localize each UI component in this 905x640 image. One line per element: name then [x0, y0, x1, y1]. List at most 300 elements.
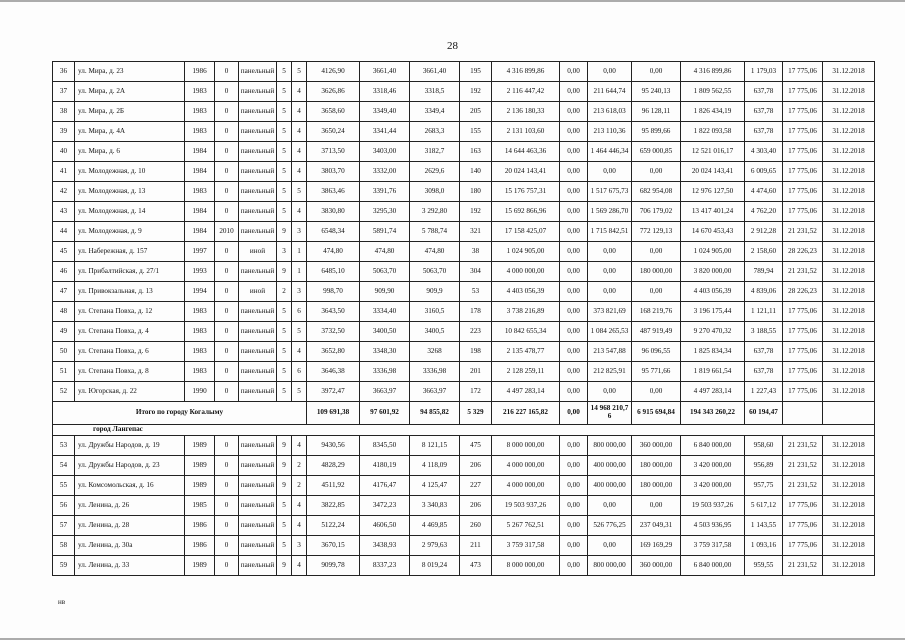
cell-cost-per-sqm: 1 227,43	[745, 382, 783, 402]
cell-residents: 140	[460, 162, 492, 182]
cell-cost-per-sqm: 789,94	[745, 262, 783, 282]
cell-year-built: 1986	[185, 516, 215, 536]
cell-fund: 0,00	[560, 222, 588, 242]
cell-floors: 5	[277, 62, 292, 82]
cell-address: ул. Степана Повха, д. 6	[75, 342, 185, 362]
cell-area-residential: 3349,4	[410, 102, 460, 122]
cell-area-living: 4176,47	[360, 476, 410, 496]
cell-year-built: 1983	[185, 322, 215, 342]
cell-floors: 9	[277, 456, 292, 476]
cell-cost-per-sqm: 956,89	[745, 456, 783, 476]
cell-entrances: 5	[292, 382, 307, 402]
cell-budget-okrug: 800 000,00	[588, 436, 632, 456]
cell-area-residential: 4 125,47	[410, 476, 460, 496]
cell-area-total: 3646,38	[307, 362, 360, 382]
cell-year-built: 1983	[185, 342, 215, 362]
cell-area-living: 4180,19	[360, 456, 410, 476]
table-row	[53, 82, 875, 102]
cell-cost-total: 3 738 216,89	[492, 302, 560, 322]
cell-entrances: 6	[292, 362, 307, 382]
cell-residents: 195	[460, 62, 492, 82]
cell-area-residential: 3400,5	[410, 322, 460, 342]
cell-wall-material: панельный	[239, 182, 277, 202]
cell-cost-total: 8 000 000,00	[492, 436, 560, 456]
cell-year-built: 1984	[185, 142, 215, 162]
cell-cost-limit: 28 226,23	[783, 282, 823, 302]
cell-cost-total: 3 759 317,58	[492, 536, 560, 556]
cell-budget-okrug: 800 000,00	[588, 556, 632, 576]
cell-owners-funds: 20 024 143,41	[681, 162, 745, 182]
table-row	[53, 142, 875, 162]
cell-residents: 172	[460, 382, 492, 402]
cell-floors: 5	[277, 362, 292, 382]
cell-address: ул. Ленина, д. 28	[75, 516, 185, 536]
cell-year-reconstructed: 0	[215, 496, 239, 516]
cell-completion-date: 31.12.2018	[823, 182, 875, 202]
cell-row-number: 40	[53, 142, 75, 162]
cell-cost-limit: 17 775,06	[783, 142, 823, 162]
cell-address: ул. Молодежная, д. 14	[75, 202, 185, 222]
cell-fund: 0,00	[560, 142, 588, 162]
cell-row-number: 39	[53, 122, 75, 142]
cell-address: ул. Молодежная, д. 9	[75, 222, 185, 242]
total-residents: 5 329	[460, 402, 492, 425]
footer-mark: нв	[58, 598, 66, 606]
cell-cost-total: 4 000 000,00	[492, 476, 560, 496]
cell-owners-funds: 1 819 661,54	[681, 362, 745, 382]
cell-budget-okrug: 1 569 286,70	[588, 202, 632, 222]
cell-cost-per-sqm: 637,78	[745, 102, 783, 122]
cell-year-reconstructed: 0	[215, 282, 239, 302]
cell-entrances: 5	[292, 182, 307, 202]
total-empty-2	[823, 402, 875, 425]
cell-address: ул. Привокзальная, д. 13	[75, 282, 185, 302]
cell-wall-material: панельный	[239, 456, 277, 476]
cell-area-residential: 5 788,74	[410, 222, 460, 242]
cell-fund: 0,00	[560, 516, 588, 536]
cell-completion-date: 31.12.2018	[823, 302, 875, 322]
cell-budget-okrug: 400 000,00	[588, 456, 632, 476]
cell-cost-total: 5 267 762,51	[492, 516, 560, 536]
cell-budget-local: 180 000,00	[632, 262, 681, 282]
cell-completion-date: 31.12.2018	[823, 456, 875, 476]
cell-completion-date: 31.12.2018	[823, 262, 875, 282]
table-row	[53, 182, 875, 202]
cell-year-reconstructed: 2010	[215, 222, 239, 242]
cell-completion-date: 31.12.2018	[823, 282, 875, 302]
cell-fund: 0,00	[560, 436, 588, 456]
cell-budget-local: 95 899,66	[632, 122, 681, 142]
cell-area-total: 3732,50	[307, 322, 360, 342]
cell-residents: 205	[460, 102, 492, 122]
cell-area-total: 3670,15	[307, 536, 360, 556]
cell-area-total: 3822,85	[307, 496, 360, 516]
cell-floors: 5	[277, 536, 292, 556]
cell-area-residential: 5063,70	[410, 262, 460, 282]
cell-residents: 198	[460, 342, 492, 362]
cell-floors: 5	[277, 382, 292, 402]
cell-owners-funds: 4 403 056,39	[681, 282, 745, 302]
cell-cost-total: 17 158 425,07	[492, 222, 560, 242]
cell-year-reconstructed: 0	[215, 322, 239, 342]
cell-address: ул. Дружбы Народов, д. 19	[75, 436, 185, 456]
cell-residents: 304	[460, 262, 492, 282]
cell-area-total: 4828,29	[307, 456, 360, 476]
cell-completion-date: 31.12.2018	[823, 222, 875, 242]
cell-completion-date: 31.12.2018	[823, 142, 875, 162]
cell-cost-per-sqm: 3 188,55	[745, 322, 783, 342]
cell-wall-material: панельный	[239, 556, 277, 576]
cell-budget-okrug: 1 517 675,73	[588, 182, 632, 202]
cell-floors: 9	[277, 476, 292, 496]
cell-year-built: 1986	[185, 536, 215, 556]
cell-residents: 211	[460, 536, 492, 556]
cell-area-living: 3341,44	[360, 122, 410, 142]
cell-floors: 2	[277, 282, 292, 302]
cell-year-reconstructed: 0	[215, 342, 239, 362]
cell-floors: 9	[277, 436, 292, 456]
cell-row-number: 51	[53, 362, 75, 382]
cell-area-residential: 4 469,85	[410, 516, 460, 536]
cell-cost-limit: 21 231,52	[783, 556, 823, 576]
cell-fund: 0,00	[560, 242, 588, 262]
cell-budget-okrug: 0,00	[588, 242, 632, 262]
cell-residents: 38	[460, 242, 492, 262]
cell-address: ул. Дружбы Народов, д. 23	[75, 456, 185, 476]
cell-budget-local: 706 179,02	[632, 202, 681, 222]
cell-cost-per-sqm: 4 474,60	[745, 182, 783, 202]
cell-budget-okrug: 213 618,03	[588, 102, 632, 122]
cell-residents: 321	[460, 222, 492, 242]
cell-area-living: 909,90	[360, 282, 410, 302]
cell-address: ул. Мира, д. 2А	[75, 82, 185, 102]
cell-year-reconstructed: 0	[215, 122, 239, 142]
cell-area-living: 3332,00	[360, 162, 410, 182]
cell-owners-funds: 3 759 317,58	[681, 536, 745, 556]
cell-entrances: 3	[292, 282, 307, 302]
cell-completion-date: 31.12.2018	[823, 162, 875, 182]
total-label: Итого по городу Когалыму	[53, 402, 307, 425]
cell-area-residential: 8 121,15	[410, 436, 460, 456]
cell-budget-okrug: 213 110,36	[588, 122, 632, 142]
cell-owners-funds: 9 270 470,32	[681, 322, 745, 342]
cell-cost-limit: 17 775,06	[783, 62, 823, 82]
cell-area-living: 3349,40	[360, 102, 410, 122]
cell-floors: 9	[277, 262, 292, 282]
cell-fund: 0,00	[560, 382, 588, 402]
cell-row-number: 59	[53, 556, 75, 576]
cell-row-number: 46	[53, 262, 75, 282]
cell-owners-funds: 4 503 936,95	[681, 516, 745, 536]
cell-floors: 5	[277, 162, 292, 182]
cell-cost-per-sqm: 1 143,55	[745, 516, 783, 536]
cell-address: ул. Степана Повха, д. 8	[75, 362, 185, 382]
cell-budget-local: 95 240,13	[632, 82, 681, 102]
cell-area-living: 8337,23	[360, 556, 410, 576]
cell-cost-total: 2 136 180,33	[492, 102, 560, 122]
cell-budget-local: 96 128,11	[632, 102, 681, 122]
cell-residents: 155	[460, 122, 492, 142]
cell-year-built: 1986	[185, 62, 215, 82]
cell-budget-local: 95 771,66	[632, 362, 681, 382]
cell-budget-local: 0,00	[632, 162, 681, 182]
cell-floors: 5	[277, 342, 292, 362]
cell-address: ул. Молодежная, д. 13	[75, 182, 185, 202]
cell-year-reconstructed: 0	[215, 476, 239, 496]
cell-area-residential: 2629,6	[410, 162, 460, 182]
cell-owners-funds: 1 825 834,34	[681, 342, 745, 362]
cell-cost-limit: 17 775,06	[783, 82, 823, 102]
cell-area-residential: 909,9	[410, 282, 460, 302]
cell-cost-per-sqm: 6 009,65	[745, 162, 783, 182]
cell-address: ул. Ленина, д. 33	[75, 556, 185, 576]
cell-row-number: 53	[53, 436, 75, 456]
table-row	[53, 436, 875, 456]
cell-residents: 260	[460, 516, 492, 536]
table-row	[53, 456, 875, 476]
cell-address: ул. Ленина, д. 26	[75, 496, 185, 516]
cell-residents: 206	[460, 456, 492, 476]
cell-cost-limit: 17 775,06	[783, 342, 823, 362]
cell-cost-limit: 17 775,06	[783, 516, 823, 536]
cell-year-built: 1984	[185, 162, 215, 182]
cell-area-residential: 3336,98	[410, 362, 460, 382]
cell-entrances: 3	[292, 222, 307, 242]
cell-wall-material: панельный	[239, 262, 277, 282]
cell-owners-funds: 3 196 175,44	[681, 302, 745, 322]
cell-cost-per-sqm: 1 093,16	[745, 536, 783, 556]
cell-wall-material: панельный	[239, 342, 277, 362]
cell-completion-date: 31.12.2018	[823, 476, 875, 496]
cell-budget-okrug: 0,00	[588, 162, 632, 182]
cell-cost-limit: 17 775,06	[783, 182, 823, 202]
cell-fund: 0,00	[560, 82, 588, 102]
cell-row-number: 38	[53, 102, 75, 122]
cell-owners-funds: 12 976 127,50	[681, 182, 745, 202]
table-row	[53, 496, 875, 516]
cell-row-number: 47	[53, 282, 75, 302]
cell-area-residential: 3318,5	[410, 82, 460, 102]
total-fund: 0,00	[560, 402, 588, 425]
cell-year-reconstructed: 0	[215, 556, 239, 576]
cell-area-total: 5122,24	[307, 516, 360, 536]
section-row	[53, 425, 875, 436]
cell-row-number: 37	[53, 82, 75, 102]
cell-address: ул. Комсомольская, д. 16	[75, 476, 185, 496]
cell-area-total: 6485,10	[307, 262, 360, 282]
cell-cost-per-sqm: 637,78	[745, 342, 783, 362]
table-row	[53, 322, 875, 342]
cell-row-number: 41	[53, 162, 75, 182]
cell-budget-okrug: 1 084 265,53	[588, 322, 632, 342]
total-budget-okrug: 14 968 210,76	[588, 402, 632, 425]
cell-area-residential: 3098,0	[410, 182, 460, 202]
cell-floors: 5	[277, 82, 292, 102]
table-row	[53, 242, 875, 262]
cell-year-built: 1983	[185, 182, 215, 202]
cell-wall-material: иной	[239, 242, 277, 262]
cell-floors: 5	[277, 322, 292, 342]
cell-row-number: 56	[53, 496, 75, 516]
cell-cost-total: 2 131 103,60	[492, 122, 560, 142]
cell-wall-material: панельный	[239, 382, 277, 402]
table-body-kogalym	[53, 62, 875, 402]
cell-wall-material: панельный	[239, 162, 277, 182]
cell-budget-local: 659 000,85	[632, 142, 681, 162]
cell-budget-okrug: 0,00	[588, 62, 632, 82]
cell-area-living: 3663,97	[360, 382, 410, 402]
cell-completion-date: 31.12.2018	[823, 122, 875, 142]
cell-wall-material: панельный	[239, 102, 277, 122]
cell-area-total: 4511,92	[307, 476, 360, 496]
cell-area-living: 3400,50	[360, 322, 410, 342]
cell-cost-limit: 17 775,06	[783, 102, 823, 122]
cell-fund: 0,00	[560, 162, 588, 182]
table-row	[53, 556, 875, 576]
cell-fund: 0,00	[560, 122, 588, 142]
table-row	[53, 476, 875, 496]
cell-completion-date: 31.12.2018	[823, 436, 875, 456]
cell-floors: 5	[277, 182, 292, 202]
cell-owners-funds: 4 316 899,86	[681, 62, 745, 82]
cell-address: ул. Степана Повха, д. 12	[75, 302, 185, 322]
cell-cost-limit: 21 231,52	[783, 456, 823, 476]
cell-fund: 0,00	[560, 62, 588, 82]
total-cost: 216 227 165,82	[492, 402, 560, 425]
cell-floors: 5	[277, 202, 292, 222]
cell-budget-local: 682 954,08	[632, 182, 681, 202]
table-row	[53, 162, 875, 182]
table-row	[53, 262, 875, 282]
table-row	[53, 382, 875, 402]
cell-entrances: 4	[292, 342, 307, 362]
cell-residents: 53	[460, 282, 492, 302]
cell-owners-funds: 14 670 453,43	[681, 222, 745, 242]
cell-area-residential: 3 340,83	[410, 496, 460, 516]
cell-area-residential: 3 292,80	[410, 202, 460, 222]
cell-residents: 201	[460, 362, 492, 382]
cell-year-built: 1989	[185, 436, 215, 456]
cell-area-total: 3626,86	[307, 82, 360, 102]
cell-owners-funds: 1 809 562,55	[681, 82, 745, 102]
table-row	[53, 362, 875, 382]
cell-wall-material: панельный	[239, 202, 277, 222]
cell-budget-local: 360 000,00	[632, 556, 681, 576]
cell-owners-funds: 1 822 093,58	[681, 122, 745, 142]
cell-completion-date: 31.12.2018	[823, 536, 875, 556]
cell-budget-local: 0,00	[632, 496, 681, 516]
cell-area-residential: 3663,97	[410, 382, 460, 402]
cell-entrances: 4	[292, 82, 307, 102]
cell-area-residential: 4 118,09	[410, 456, 460, 476]
cell-cost-limit: 17 775,06	[783, 536, 823, 556]
cell-year-reconstructed: 0	[215, 536, 239, 556]
total-empty-1	[783, 402, 823, 425]
cell-residents: 223	[460, 322, 492, 342]
cell-cost-per-sqm: 1 121,11	[745, 302, 783, 322]
cell-entrances: 1	[292, 262, 307, 282]
cell-year-reconstructed: 0	[215, 302, 239, 322]
cell-budget-local: 487 919,49	[632, 322, 681, 342]
cell-cost-per-sqm: 637,78	[745, 82, 783, 102]
cell-residents: 180	[460, 182, 492, 202]
cell-cost-per-sqm: 637,78	[745, 362, 783, 382]
cell-cost-total: 2 128 259,11	[492, 362, 560, 382]
cell-cost-limit: 21 231,52	[783, 476, 823, 496]
cell-area-residential: 2 979,63	[410, 536, 460, 556]
cell-year-built: 1989	[185, 556, 215, 576]
cell-budget-local: 180 000,00	[632, 456, 681, 476]
cell-entrances: 4	[292, 102, 307, 122]
cell-year-built: 1997	[185, 242, 215, 262]
cell-entrances: 4	[292, 436, 307, 456]
cell-budget-okrug: 400 000,00	[588, 476, 632, 496]
cell-cost-per-sqm: 958,60	[745, 436, 783, 456]
cell-address: ул. Мира, д. 2Б	[75, 102, 185, 122]
cell-owners-funds: 13 417 401,24	[681, 202, 745, 222]
cell-year-built: 1993	[185, 262, 215, 282]
cell-area-living: 4606,50	[360, 516, 410, 536]
cell-cost-limit: 17 775,06	[783, 202, 823, 222]
cell-area-total: 6548,34	[307, 222, 360, 242]
cell-area-living: 3348,30	[360, 342, 410, 362]
cell-cost-per-sqm: 2 158,60	[745, 242, 783, 262]
cell-area-living: 8345,50	[360, 436, 410, 456]
cell-cost-limit: 17 775,06	[783, 122, 823, 142]
cell-owners-funds: 12 521 016,17	[681, 142, 745, 162]
cell-entrances: 4	[292, 496, 307, 516]
cell-year-reconstructed: 0	[215, 162, 239, 182]
cell-fund: 0,00	[560, 102, 588, 122]
cell-row-number: 43	[53, 202, 75, 222]
cell-wall-material: иной	[239, 282, 277, 302]
cell-residents: 473	[460, 556, 492, 576]
cell-cost-limit: 17 775,06	[783, 162, 823, 182]
cell-cost-per-sqm: 637,78	[745, 122, 783, 142]
cell-cost-total: 4 403 056,39	[492, 282, 560, 302]
cell-cost-limit: 21 231,52	[783, 262, 823, 282]
cell-budget-local: 96 096,55	[632, 342, 681, 362]
cell-year-built: 1984	[185, 202, 215, 222]
cell-fund: 0,00	[560, 556, 588, 576]
cell-cost-total: 8 000 000,00	[492, 556, 560, 576]
cell-cost-total: 20 024 143,41	[492, 162, 560, 182]
cell-row-number: 52	[53, 382, 75, 402]
cell-budget-local: 0,00	[632, 382, 681, 402]
cell-area-total: 9430,56	[307, 436, 360, 456]
cell-year-built: 1983	[185, 122, 215, 142]
cell-owners-funds: 3 420 000,00	[681, 476, 745, 496]
cell-area-total: 3652,80	[307, 342, 360, 362]
cell-fund: 0,00	[560, 362, 588, 382]
cell-cost-per-sqm: 4 839,06	[745, 282, 783, 302]
cell-budget-okrug: 1 715 842,51	[588, 222, 632, 242]
cell-owners-funds: 6 840 000,00	[681, 436, 745, 456]
cell-area-total: 3643,50	[307, 302, 360, 322]
cell-floors: 3	[277, 242, 292, 262]
cell-cost-total: 19 503 937,26	[492, 496, 560, 516]
total-area-living: 97 601,92	[360, 402, 410, 425]
cell-floors: 5	[277, 102, 292, 122]
cell-area-total: 3650,24	[307, 122, 360, 142]
cell-year-built: 1983	[185, 302, 215, 322]
cell-wall-material: панельный	[239, 322, 277, 342]
cell-residents: 475	[460, 436, 492, 456]
cell-owners-funds: 19 503 937,26	[681, 496, 745, 516]
cell-year-reconstructed: 0	[215, 516, 239, 536]
cell-budget-okrug: 213 547,88	[588, 342, 632, 362]
cell-address: ул. Молодежная, д. 10	[75, 162, 185, 182]
